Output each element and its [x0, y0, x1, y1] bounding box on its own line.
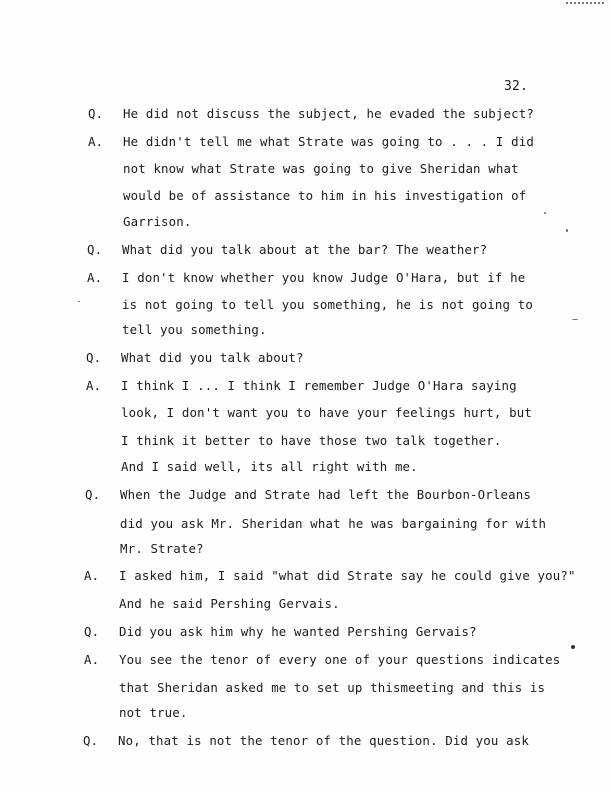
line-text: Did you ask him why he wanted Pershing Gervais?	[119, 624, 477, 639]
line-text: would be of assistance to him in his investigation of	[123, 188, 527, 203]
line-text: look, I don't want you to have your feelings hurt, but	[121, 405, 532, 420]
line-text: tell you something.	[122, 322, 267, 337]
scan-speck	[571, 645, 575, 649]
line-text: What did you talk about at the bar? The weather?	[122, 242, 488, 257]
line-text: not true.	[119, 705, 188, 720]
page-number: 32.	[504, 79, 529, 94]
speaker-label: Q.	[87, 242, 103, 257]
line-text: He didn't tell me what Strate was going to . . . I did	[123, 134, 534, 149]
line-text: I think I ... I think I remember Judge O'Hara saying	[121, 378, 517, 393]
line-text: He did not discuss the subject, he evaded the subject?	[123, 106, 534, 121]
speaker-label: A.	[84, 652, 100, 667]
line-text: I think it better to have those two talk together.	[121, 433, 502, 448]
line-text: that Sheridan asked me to set up thismeeting and this is	[119, 680, 546, 695]
speaker-label: A.	[88, 134, 104, 149]
scan-speck	[572, 319, 578, 320]
line-text: I don't know whether you know Judge O'Hara, but if he	[122, 270, 526, 285]
speaker-label: Q.	[86, 350, 102, 365]
line-text: did you ask Mr. Sheridan what he was bargaining for with	[120, 516, 547, 531]
line-text: Garrison.	[123, 214, 192, 229]
line-text: Mr. Strate?	[120, 541, 204, 556]
speaker-label: A.	[86, 378, 102, 393]
line-text: not know what Strate was going to give Sheridan what	[123, 161, 519, 176]
speaker-label: Q.	[83, 733, 99, 748]
line-text: What did you talk about?	[121, 350, 304, 365]
line-text: When the Judge and Strate had left the Bourbon-Orleans	[120, 487, 531, 502]
speaker-label: Q.	[84, 624, 100, 639]
scan-speck	[544, 212, 546, 214]
line-text: You see the tenor of every one of your questions indicates	[119, 652, 561, 667]
line-text: I asked him, I said "what did Strate say he could give you?"	[119, 568, 576, 583]
line-text: No, that is not the tenor of the question. Did you ask	[118, 733, 529, 748]
line-text: is not going to tell you something, he is not going to	[122, 297, 533, 312]
speaker-label: Q.	[88, 106, 104, 121]
speaker-label: A.	[84, 568, 100, 583]
speaker-label: A.	[87, 270, 103, 285]
scan-speck	[566, 229, 568, 232]
line-text: And he said Pershing Gervais.	[119, 596, 340, 611]
scan-speck	[78, 301, 80, 302]
scan-mark	[566, 2, 606, 4]
line-text: And I said well, its all right with me.	[121, 459, 418, 474]
speaker-label: Q.	[85, 487, 101, 502]
